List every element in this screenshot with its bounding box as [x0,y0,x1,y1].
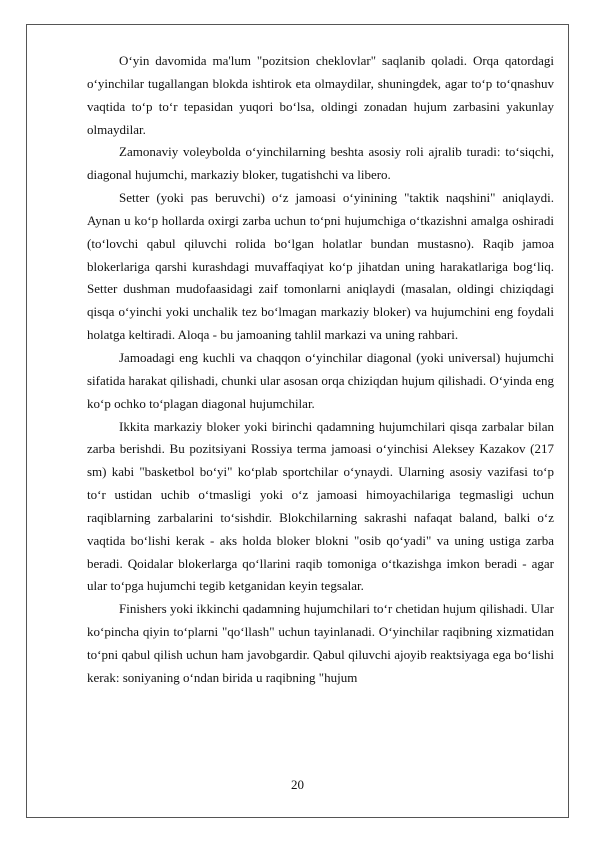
paragraph-setter: Setter (yoki pas beruvchi) o‘z jamoasi o‘yinining "taktik naqshini" aniqlaydi. Aynan u ko‘p hollarda oxirgi zarba uchun to‘pni hujumchiga o‘tkazishni amalga oshiradi (to‘lovchi qabul qiluvchi rolida bo‘lgan holatlar bundan mustasno). Raqib jamoa blokerlariga qarshi kurashdagi muvaffaqiyat ko‘p jihatdan uning harakatlariga bog‘liq. Setter dushman mudofaasidagi zaif tomonlarni aniqlaydi (masalan, oldingi chiziqdagi qisqa o‘yinchi yoki unchalik tez bo‘lmagan markaziy bloker) va hujumchini eng foydali holatga keltiradi. Aloqa - bu jamoaning tahlil markazi va uning rahbari. [87,190,554,343]
paragraph-player-roles: Zamonaviy voleybolda o‘yinchilarning beshta asosiy roli ajralib turadi: to‘siqchi, diagonal hujumchi, markaziy bloker, tugatishchi va libero. [87,144,554,183]
body-text [87,50,554,690]
paragraph-finishers: Finishers yoki ikkinchi qadamning hujumchilari to‘r chetidan hujum qilishadi. Ular ko‘pincha qiyin to‘plarni "qo‘llash" uchun tayinlanadi. O‘yinchilar raqibning xizmatidan to‘pni qabul qilish uchun ham javobgardir. Qabul qiluvchi ajoyib reaktsiyaga ega bo‘lishi kerak: soniyaning o‘ndan birida u raqibning "hujum [87,601,554,685]
paragraph-positional-restrictions: O‘yin davomida ma'lum "pozitsion cheklovlar" saqlanib qoladi. Orqa qatordagi o‘yinchilar tugallangan blokda ishtirok eta olmaydilar, shuningdek, agar to‘p to‘qnashuv vaqtida to‘p to‘r tepasidan yuqori bo‘lsa, oldingi zonadan hujum zarbasini yakunlay olmaydilar. [87,53,554,137]
page-number: 20 [291,777,304,792]
paragraph-middle-blocker: Ikkita markaziy bloker yoki birinchi qadamning hujumchilari qisqa zarbalar bilan zarba berishdi. Bu pozitsiyani Rossiya terma jamoasi o‘yinchisi Aleksey Kazakov (217 sm) kabi "basketbol bo‘yi" ko‘plab sportchilar o‘ynaydi. Ularning asosiy vazifasi to‘p to‘r ustidan uchib o‘tmasligi yoki o‘z jamoasi himoyachilariga tegmasligi uchun raqiblarning zarbalarini to‘sishdir. Blokchilarning sakrashi nafaqat baland, balki o‘z vaqtida bo‘lishi kerak - aks holda bloker blokni "osib qo‘yadi" va uning ustiga zarba beradi. Qoidalar blokerlarga qo‘llarini raqib tomoniga o‘tkazishga imkon beradi - agar ular to‘pga hujumchi tegib ketganidan keyin tegsalar. [87,418,554,594]
paragraph-diagonal-attacker: Jamoadagi eng kuchli va chaqqon o‘yinchilar diagonal (yoki universal) hujumchi sifatida harakat qilishadi, chunki ular asosan orqa chiziqdan hujum qilishadi. O‘yinda eng ko‘p ochko to‘plagan diagonal hujumchilar. [87,349,554,411]
